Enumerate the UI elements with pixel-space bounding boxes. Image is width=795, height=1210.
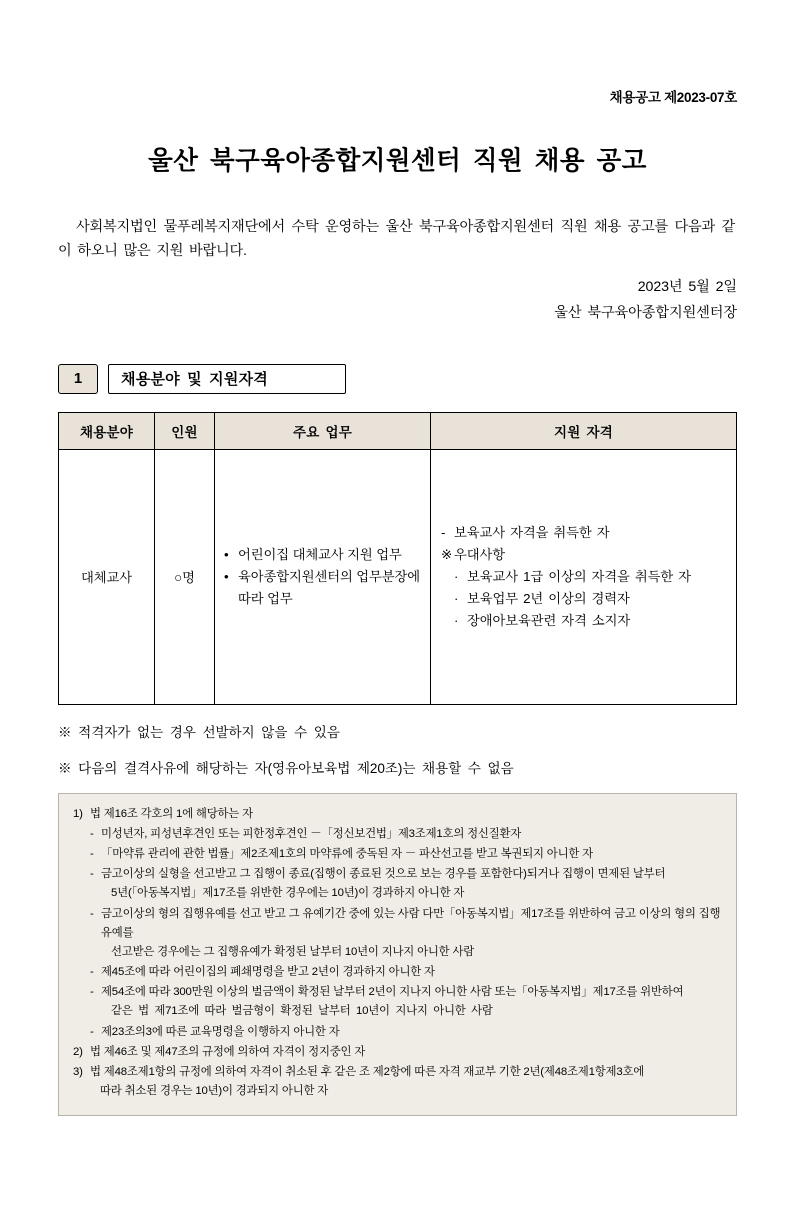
list-item xyxy=(90,865,722,903)
list-item-continuation: 같은 법 제71조에 따라 벌금형이 확정된 날부터 10년이 지나지 아니한 사람 xyxy=(111,1005,493,1018)
disqualification-box xyxy=(58,793,737,1116)
list-item: • 어린이집 대체교사 지원 업무 xyxy=(236,544,421,566)
document-number: 채용공고 제2023-07호 xyxy=(609,90,737,105)
list-marker: ※ xyxy=(441,546,453,562)
note-disqualification: ※ 다음의 결격사유에 해당하는 자(영유아보육법 제20조)는 채용할 수 없음 xyxy=(58,760,514,776)
disqualification-list xyxy=(73,805,722,1101)
list-item xyxy=(441,544,727,566)
column-header-duties: 주요 업무 xyxy=(215,412,431,449)
list-marker: · xyxy=(454,568,459,584)
cell-field: 대체교사 xyxy=(59,449,155,704)
list-marker: - xyxy=(90,986,94,999)
column-header-qualifications: 지원 자격 xyxy=(431,412,737,449)
table-row xyxy=(59,449,737,704)
cell-qualifications xyxy=(431,449,737,704)
list-item-text: 법 제16조 각호의 1에 해당하는 자 xyxy=(90,807,253,820)
list-marker: · xyxy=(454,612,459,628)
list-item-text: 보육업무 2년 이상의 경력자 xyxy=(467,590,630,606)
list-item xyxy=(73,805,722,1042)
intro-text: 사회복지법인 물푸레복지재단에서 수탁 운영하는 울산 북구육아종합지원센터 직원 채용 공고를 다음과 같이 하오니 많은 지원 바랍니다. xyxy=(58,219,735,260)
list-marker: - xyxy=(90,868,94,881)
list-marker: - xyxy=(90,966,94,979)
column-header-count: 인원 xyxy=(155,412,215,449)
list-marker: · xyxy=(454,590,459,606)
list-item xyxy=(454,588,727,610)
list-item-text: 법 제48조제1항의 규정에 의하여 자격이 취소된 후 같은 조 제2항에 따른 자격 재교부 기한 2년(제48조제1항제3호에 xyxy=(90,1065,645,1078)
list-item xyxy=(454,610,727,632)
list-item-continuation: 선고받은 경우에는 그 집행유예가 확정된 날부터 10년이 지나지 아니한 사람 xyxy=(111,945,475,958)
list-item-continuation: 따라 취소된 경우는 10년)이 경과되지 아니한 자 xyxy=(100,1085,329,1098)
list-item-text: 미성년자, 피성년후견인 또는 피한정후견인 －「정신보건법」제3조제1호의 정신질환자 xyxy=(101,828,522,840)
list-item-text: 제23조의3에 따른 교육명령을 이행하지 아니한 자 xyxy=(101,1025,340,1038)
list-item xyxy=(90,905,722,962)
list-marker: 1) xyxy=(73,807,83,820)
page-title: 울산 북구육아종합지원센터 직원 채용 공고 xyxy=(148,147,647,175)
list-item-text: 법 제46조 및 제47조의 규정에 의하여 자격이 정지중인 자 xyxy=(90,1045,366,1058)
recruitment-table xyxy=(58,412,737,705)
list-item xyxy=(90,825,722,844)
list-item-continuation: 5년(「아동복지법」제17조를 위반한 경우에는 10년)이 경과하지 아니한 자 xyxy=(111,887,465,900)
duties-list xyxy=(216,544,429,610)
document-page xyxy=(0,86,795,1210)
list-item: • 육아종합지원센터의 업무분장에 따라 업무 xyxy=(236,566,421,609)
list-marker: - xyxy=(441,524,446,540)
list-item-text: 제54조에 따라 300만원 이상의 벌금액이 확정된 날부터 2년이 지나지 아니한 사람 또는「아동복지법」제17조를 위반하여 xyxy=(101,986,684,999)
sub-list xyxy=(90,825,722,1042)
intro-paragraph xyxy=(58,215,737,264)
list-marker: - xyxy=(90,848,94,861)
section-1-heading xyxy=(58,364,737,394)
list-marker: - xyxy=(90,907,94,920)
list-item xyxy=(441,522,727,544)
list-item xyxy=(90,845,722,864)
list-item-text: 보육교사 자격을 취득한 자 xyxy=(454,524,610,540)
list-item-text: 금고이상의 실형을 선고받고 그 집행이 종료(집행이 종료된 것으로 보는 경우를 포함한다)되거나 집행이 면제된 날부터 xyxy=(101,868,666,881)
list-marker: 3) xyxy=(73,1065,83,1078)
list-item-text: 금고이상의 형의 집행유예를 선고 받고 그 유예기간 중에 있는 사람 다만「아동복지법」제17조를 위반하여 금고 이상의 형의 집행유예를 xyxy=(101,907,721,939)
list-marker: - xyxy=(90,1025,94,1038)
cell-count: ○명 xyxy=(155,449,215,704)
list-item xyxy=(90,963,722,982)
cell-duties xyxy=(215,449,431,704)
list-item-text: 「마약류 관리에 관한 법률」제2조제1호의 마약류에 중독된 자 － 파산선고를 받고 복권되지 아니한 자 xyxy=(101,848,593,861)
section-1-number: 1 xyxy=(58,364,98,394)
list-marker: 2) xyxy=(73,1045,83,1058)
list-item-text: 제45조에 따라 어린이집의 폐쇄명령을 받고 2년이 경과하지 아니한 자 xyxy=(101,966,435,979)
list-item xyxy=(73,1043,722,1062)
list-item-text: 우대사항 xyxy=(454,546,505,562)
list-marker: - xyxy=(90,828,94,840)
announcement-date: 2023년 5월 2일 xyxy=(637,278,737,295)
column-header-field: 채용분야 xyxy=(59,412,155,449)
list-item xyxy=(454,566,727,588)
section-1-label: 채용분야 및 지원자격 xyxy=(108,364,346,394)
announcement-organization: 울산 북구육아종합지원센터장 xyxy=(554,304,737,321)
list-item-text: 보육교사 1급 이상의 자격을 취득한 자 xyxy=(467,568,691,584)
table-header-row xyxy=(59,412,737,449)
note-no-qualified-applicant: ※ 적격자가 없는 경우 선발하지 않을 수 있음 xyxy=(58,724,340,740)
list-item xyxy=(90,983,722,1021)
qualifications-list xyxy=(432,522,735,632)
list-item xyxy=(73,1063,722,1101)
list-item-text: 장애아보육관련 자격 소지자 xyxy=(467,612,631,628)
list-item xyxy=(90,1023,722,1042)
